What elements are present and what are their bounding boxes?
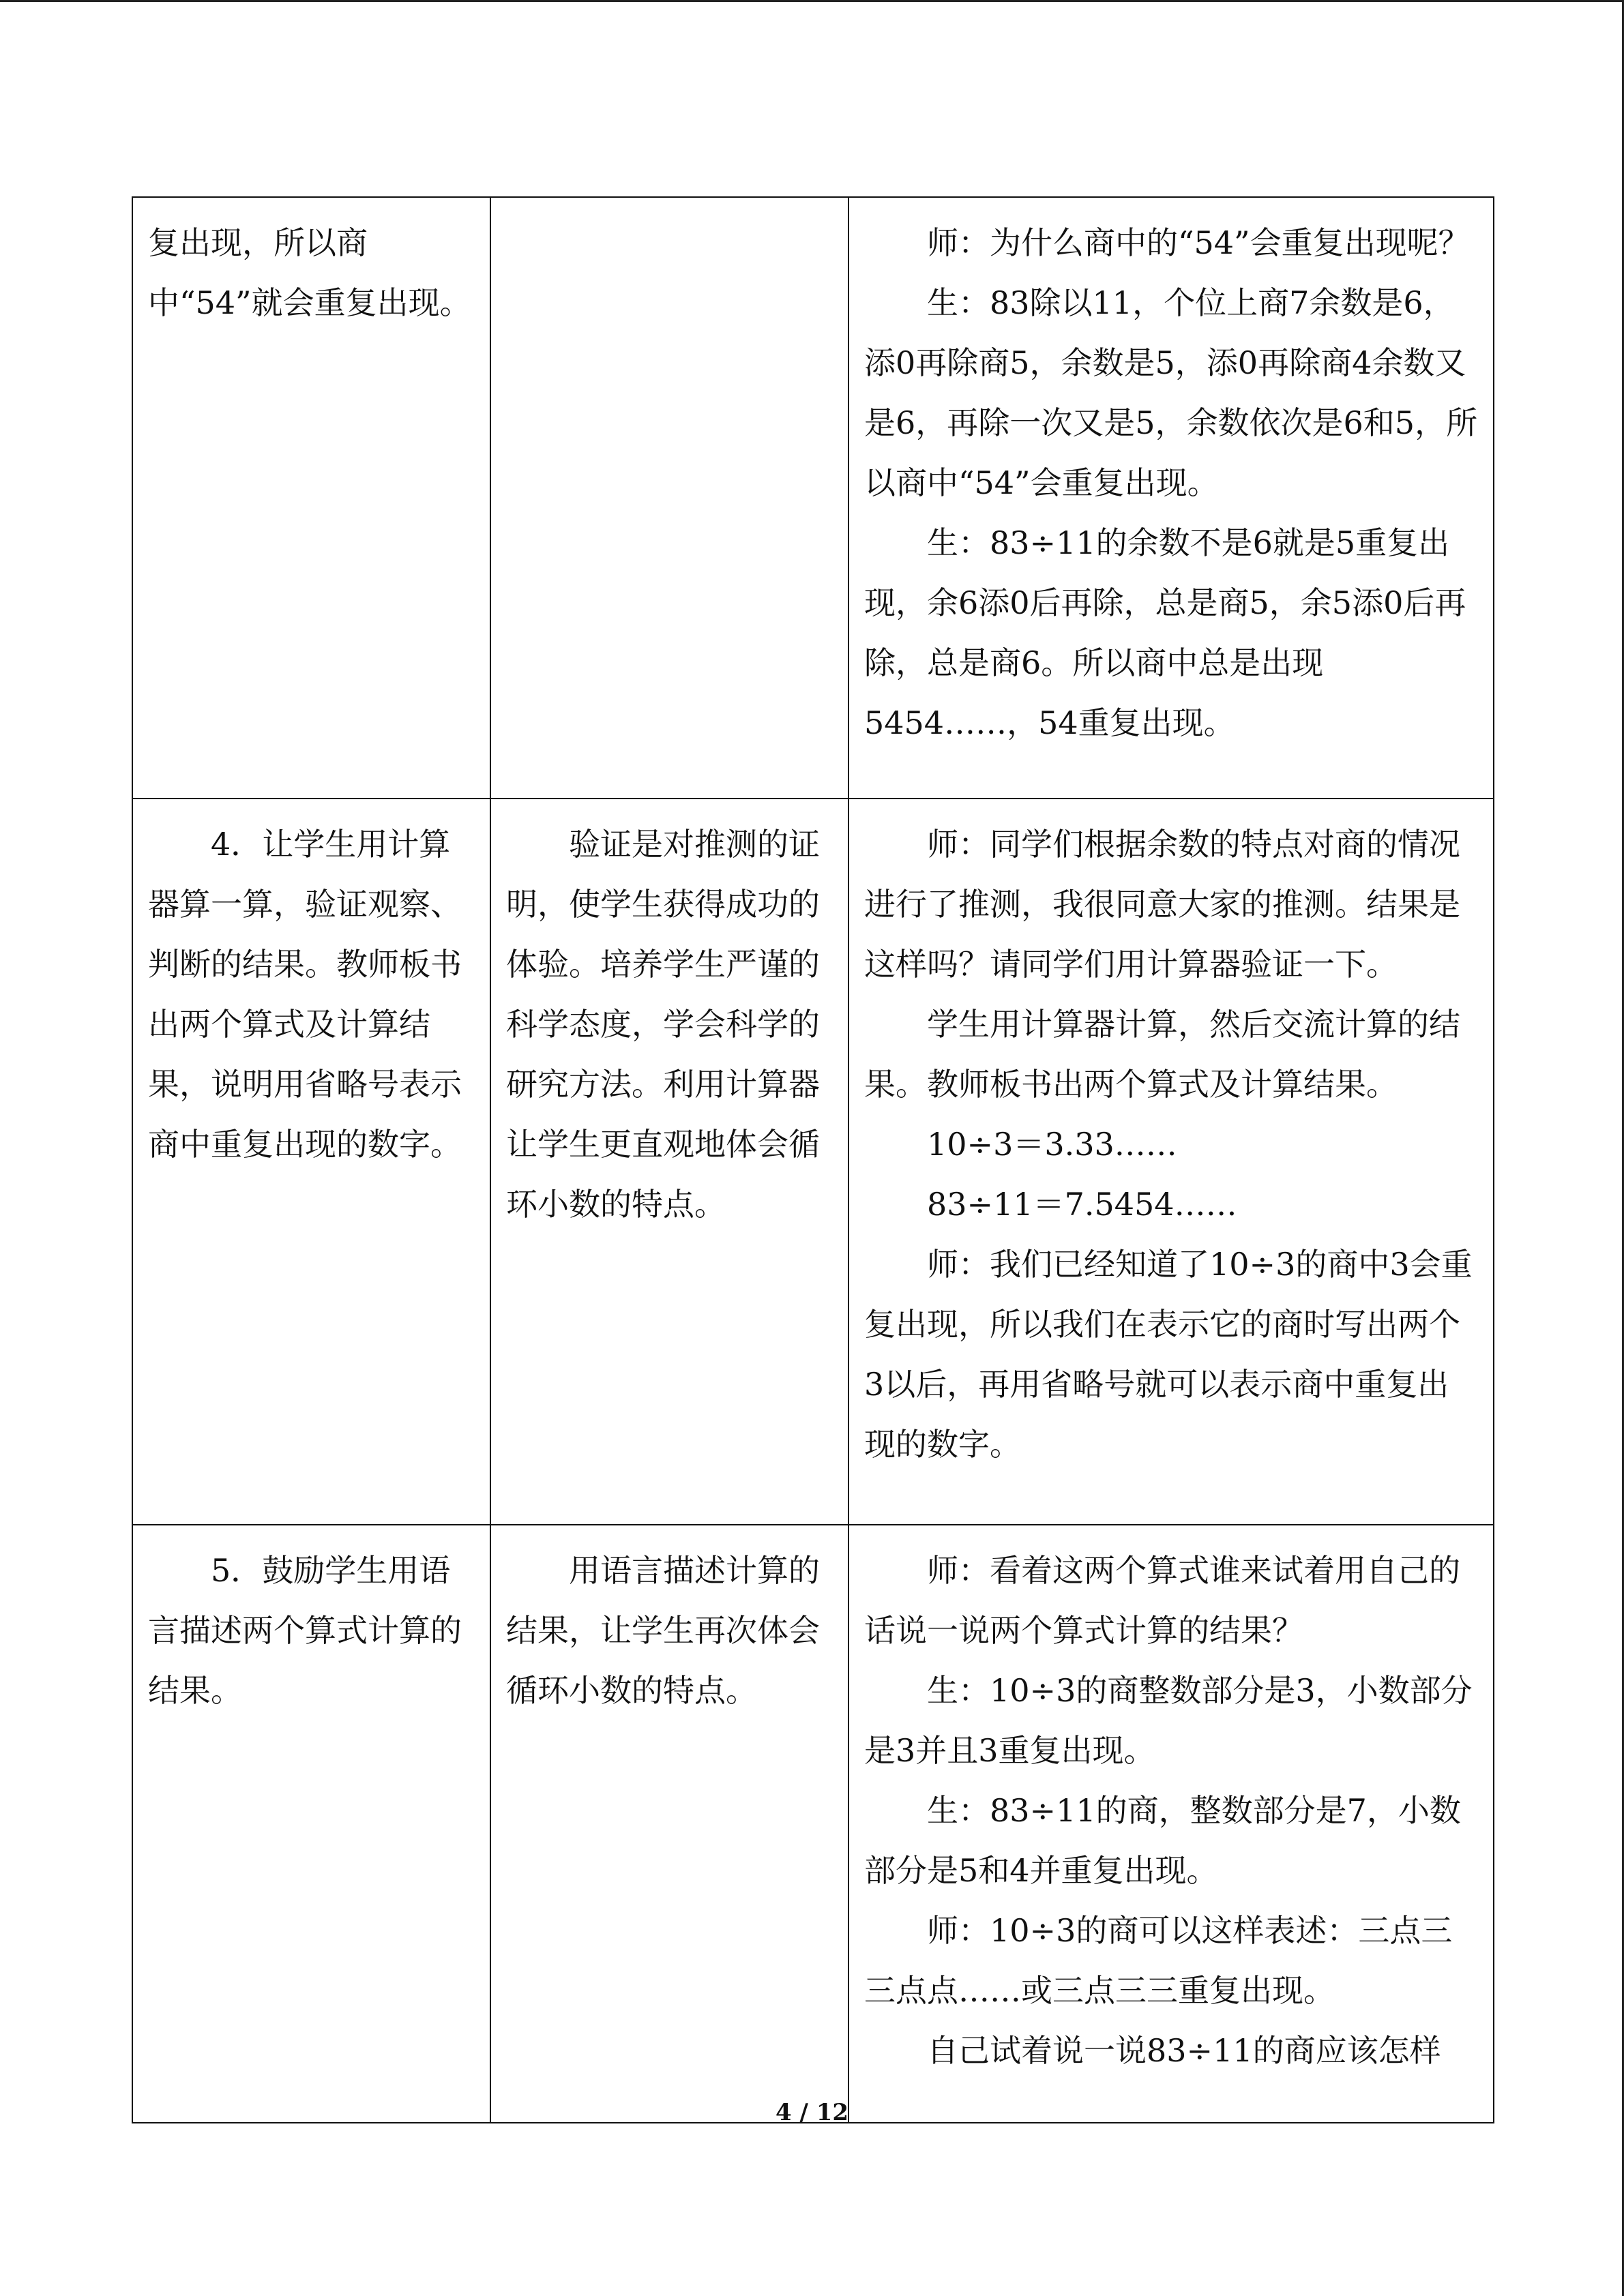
cell-paragraph: 10÷3＝3.33…… bbox=[927, 1126, 1177, 1163]
dialogue-cell bbox=[848, 799, 1494, 1525]
table-row bbox=[132, 799, 1494, 1525]
cell-paragraph: 学生用计算器计算，然后交流计算的结果。教师板书出两个算式及计算结果。 bbox=[864, 1006, 1460, 1103]
page-border-top bbox=[0, 0, 1624, 2]
page-number: 4 / 12 bbox=[775, 2099, 849, 2126]
lesson-plan-table bbox=[132, 196, 1494, 2123]
cell-paragraph: 4．让学生用计算器算一算，验证观察、判断的结果。教师板书出两个算式及计算结果，说明用省略号表示商中重复出现的数字。 bbox=[148, 826, 462, 1163]
cell-paragraph: 生：10÷3的商整数部分是3，小数部分是3并且3重复出现。 bbox=[864, 1672, 1473, 1769]
table-row bbox=[132, 197, 1494, 799]
cell-paragraph: 师：同学们根据余数的特点对商的情况进行了推测，我很同意大家的推测。结果是这样吗？请同学们用计算器验证一下。 bbox=[864, 826, 1460, 983]
activity-cell bbox=[132, 197, 490, 799]
dialogue-cell bbox=[848, 197, 1494, 799]
table-row bbox=[132, 1525, 1494, 2123]
cell-paragraph: 5．鼓励学生用语言描述两个算式计算的结果。 bbox=[148, 1552, 462, 1709]
cell-paragraph: 复出现，所以商中“54”就会重复出现。 bbox=[148, 224, 471, 321]
cell-paragraph: 师：10÷3的商可以这样表述：三点三三点点……或三点三三重复出现。 bbox=[864, 1912, 1453, 2009]
lesson-table-body bbox=[132, 197, 1494, 2123]
cell-paragraph: 验证是对推测的证明，使学生获得成功的体验。培养学生严谨的科学态度，学会科学的研究方法。利用计算器让学生更直观地体会循环小数的特点。 bbox=[506, 826, 820, 1223]
activity-cell bbox=[132, 1525, 490, 2123]
cell-paragraph: 师：看着这两个算式谁来试着用自己的话说一说两个算式计算的结果？ bbox=[864, 1552, 1460, 1649]
cell-paragraph: 师：为什么商中的“54”会重复出现呢？ bbox=[927, 224, 1470, 261]
cell-paragraph: 用语言描述计算的结果，让学生再次体会循环小数的特点。 bbox=[506, 1552, 820, 1709]
cell-paragraph: 自己试着说一说83÷11的商应该怎样 bbox=[927, 2032, 1441, 2069]
intent-cell bbox=[490, 799, 848, 1525]
cell-paragraph: 师：我们已经知道了10÷3的商中3会重复出现，所以我们在表示它的商时写出两个3以后，再用省略号就可以表示商中重复出现的数字。 bbox=[864, 1246, 1473, 1463]
dialogue-cell bbox=[848, 1525, 1494, 2123]
cell-paragraph: 生：83÷11的商，整数部分是7，小数部分是5和4并重复出现。 bbox=[864, 1792, 1461, 1889]
cell-paragraph: 83÷11＝7.5454…… bbox=[927, 1186, 1237, 1223]
cell-paragraph: 生：83÷11的余数不是6就是5重复出现，余6添0后再除，总是商5，余5添0后再除，总是商6。所以商中总是出现5454……，54重复出现。 bbox=[864, 524, 1466, 741]
intent-cell bbox=[490, 197, 848, 799]
activity-cell bbox=[132, 799, 490, 1525]
cell-paragraph: 生：83除以11，个位上商7余数是6，添0再除商5，余数是5，添0再除商4余数又是6，再除一次又是5，余数依次是6和5，所以商中“54”会重复出现。 bbox=[864, 284, 1478, 501]
intent-cell bbox=[490, 1525, 848, 2123]
